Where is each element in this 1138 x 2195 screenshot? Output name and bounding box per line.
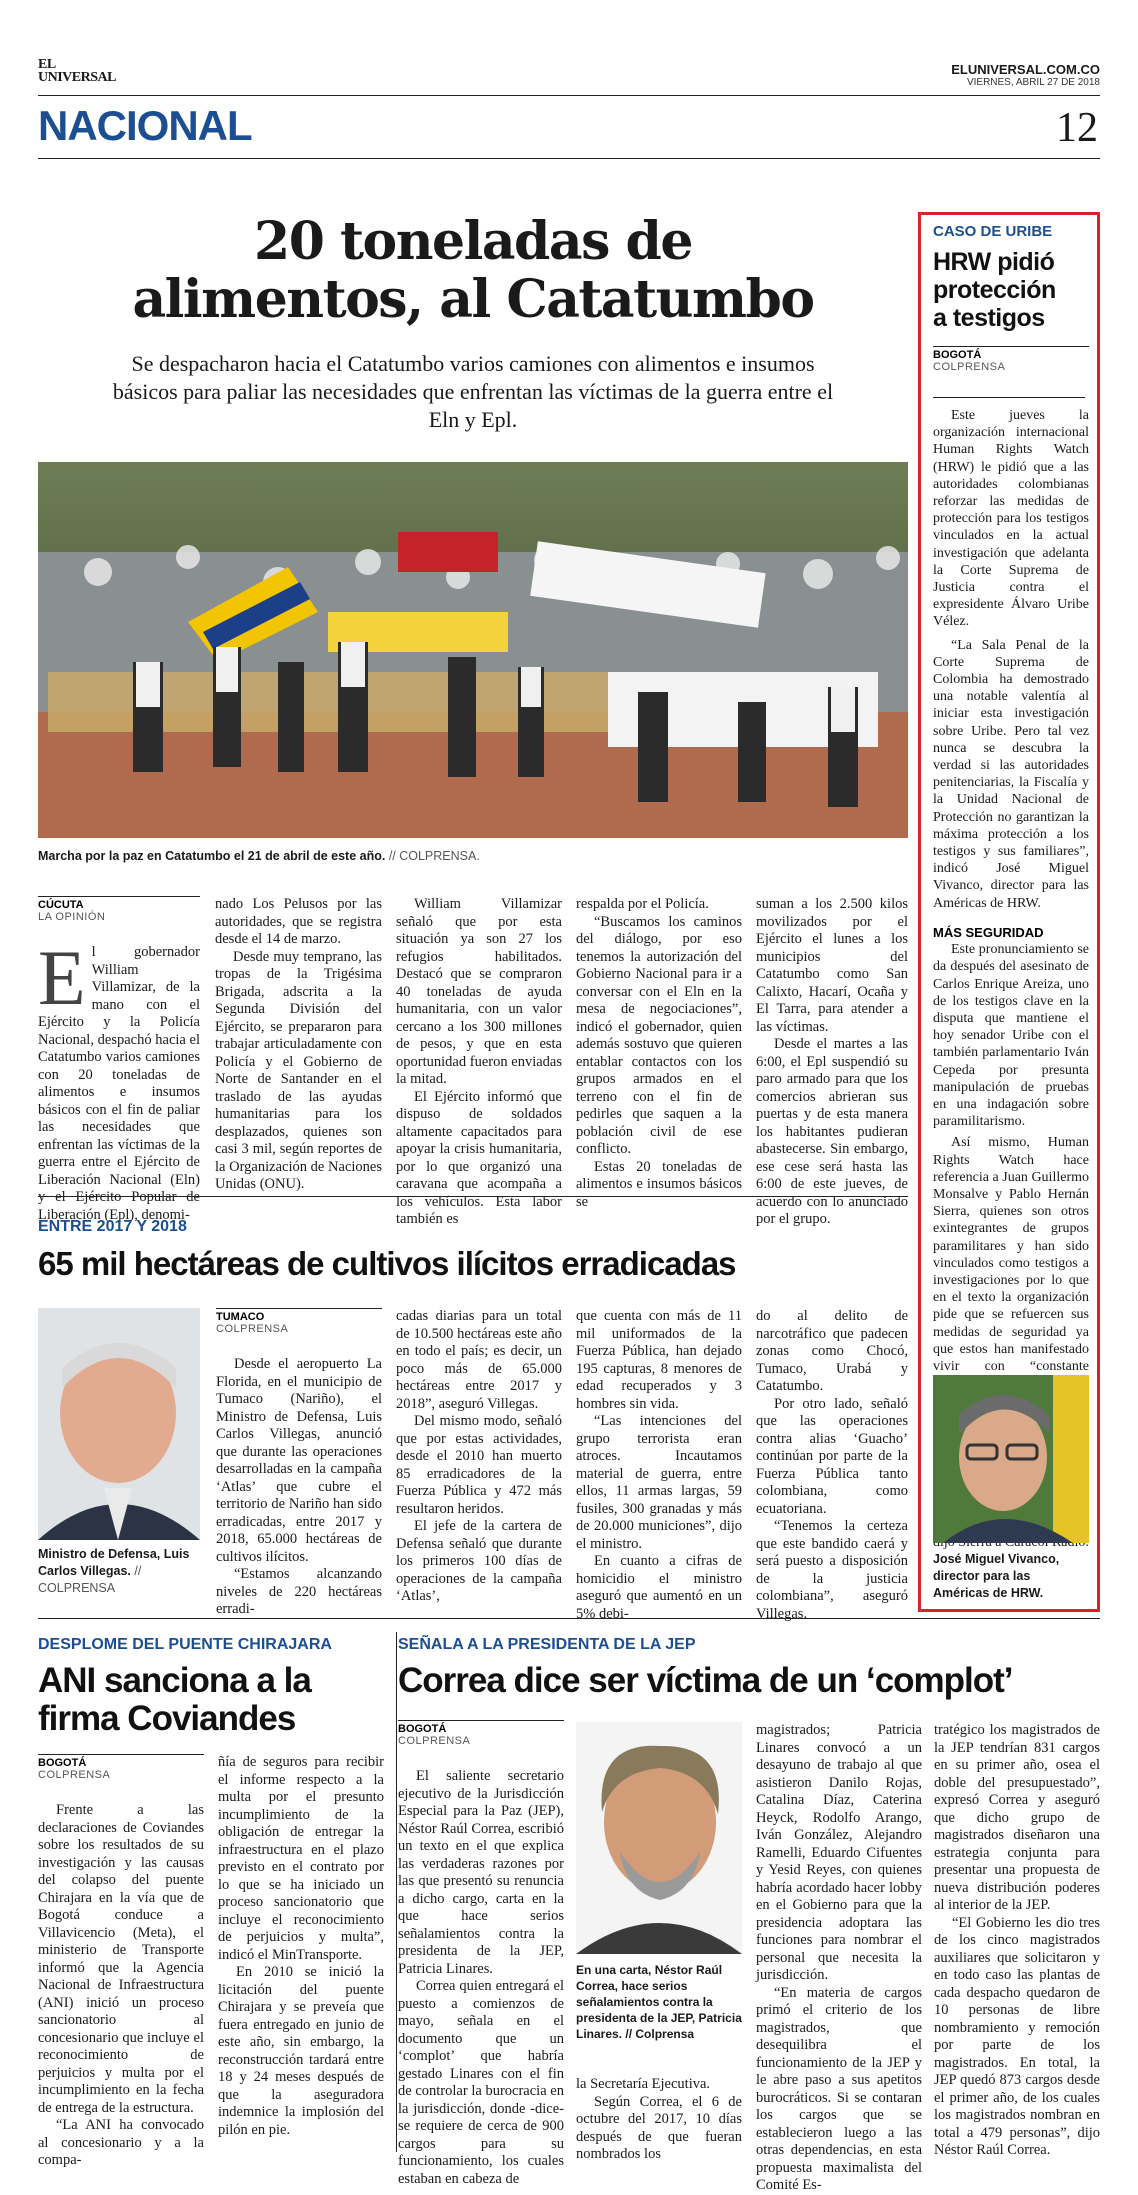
- jep-column-4: [934, 1722, 1100, 2158]
- jep-caption-credit: // Colprensa: [625, 2027, 695, 2041]
- bridge-col2-p1: ñía de seguros para recibir el informe respecto a la multa por el presunto incumplimiento de la obligación de entregar la infraestructura en el plazo previsto en el contrato por lo que se ha iniciado un proceso sancionatorio que incluye el reconocimiento de perjuicios y multa”, indicó el MinTransporte.: [218, 1754, 384, 1963]
- issue-date: VIERNES, ABRIL 27 DE 2018: [966, 77, 1100, 88]
- crops-col2-p3: El jefe de la cartera de Defensa señaló que durante los primeros 100 días de operaciones de la campaña ‘Atlas’,: [396, 1518, 562, 1604]
- bridge-kicker: DESPLOME DEL PUENTE CHIRAJARA: [38, 1636, 332, 1653]
- lead-place: CÚCUTA: [38, 899, 84, 911]
- jep-caption-text: En una carta, Néstor Raúl Correa, hace serios señalamientos contra la presidenta de la JEP, Patricia Linares.: [576, 1963, 742, 2041]
- correa-portrait-illustration: [576, 1722, 742, 1954]
- crops-column-4: [756, 1308, 908, 1622]
- website-url: ELUNIVERSAL.COM.CO: [951, 62, 1100, 77]
- sidebar-p3: Este pronunciamiento se da después del asesinato de Carlos Enrique Areiza, uno de los testigos clave en la disputa que mantiene el hoy senador Uribe con el también parlamentario Iván Cepeda por presunta manipulación de pruebas en una indagación sobre paramilitarismo.: [933, 942, 1089, 1130]
- lead-deck: Se despacharon hacia el Catatumbo varios camiones con alimentos e insumos básicos para paliar las necesidades que enfrentan las víctimas de la guerra entre el Eln y Epl.: [112, 351, 834, 432]
- masthead-logo: [38, 58, 116, 84]
- lead-col4-p3: Estas 20 toneladas de alimentos e insumos básicos se: [576, 1158, 742, 1210]
- jep-place: BOGOTÁ: [398, 1723, 447, 1735]
- jep-col2-p1: la Secretaría Ejecutiva.: [576, 2076, 711, 2092]
- bridge-col2-p2: En 2010 se inició la licitación del puente Chirajara y se preveía que fuera entregado en junio de este año, sin embargo, la reconstrucción tardará entre 18 y 24 meses después de que la aseguradora indemnice la implosión del pilón en pie.: [218, 1964, 384, 2138]
- jep-byline: [398, 1720, 564, 1747]
- jep-col4-p1: tratégico los magistrados de la JEP tendrían 831 cargos en su primer año, osea el doble del presupuestado”, expresó Correa y aseguró que dicho grupo de magistrados diseñaron una estrategia conjunta para presentar una propuesta de nueva distribución poderes al interior de la JEP.: [934, 1722, 1100, 1913]
- lead-column-2: [215, 896, 382, 1192]
- crops-column-3: [576, 1308, 742, 1622]
- bridge-column-2: [218, 1754, 384, 2146]
- bridge-agency: COLPRENSA: [38, 1769, 111, 1781]
- bridge-headline-line2: firma Coviandes: [38, 1699, 296, 1738]
- crops-col3-p1: que cuenta con más de 11 mil uniformados de la Fuerza Pública, han dejado 195 capturas, 8 menores de edad recuperados y 3 hombres sin vida.: [576, 1308, 742, 1412]
- crops-col4-p1: do al delito de narcotráfico que padecen zonas como Chocó, Tumaco, Urabá y Catatumbo.: [756, 1308, 908, 1394]
- crops-col1-p1: Desde el aeropuerto La Florida, en el municipio de Tumaco (Nariño), el Ministro de Defensa, Luis Carlos Villegas, anunció que durante las operaciones desarrolladas en la campaña ‘Atlas’ que cubre el territorio de Nariño han sido erradicadas, entre 2017 y 2018, 65.000 hectáreas de cultivos ilícitos.: [216, 1356, 382, 1565]
- lead-col3-p1: William Villamizar señaló que por esta situación ya son 27 los refugios habilitados. Destacó que se compraron 40 toneladas de ayuda humanitaria, con un valor cercano a los 300 millones de pesos, y que en esta oportunidad fueron enviadas la mitad.: [396, 896, 562, 1087]
- section-title: NACIONAL: [38, 102, 252, 149]
- crops-col1-p2: “Estamos alcanzando niveles de 220 hectáreas erradi-: [216, 1566, 382, 1617]
- lead-photo: [38, 462, 908, 838]
- jep-col1-p1: El saliente secretario ejecutivo de la Jurisdicción Especial para la Paz (JEP), Néstor Raúl Correa, escribió un texto en el que explica las verdaderas razones por las que presentó su renuncia a dicho cargo, carta en la que hace serios señalamientos contra la presidenta de la JEP, Patricia Linares.: [398, 1768, 564, 1977]
- crops-kicker: ENTRE 2017 Y 2018: [38, 1218, 187, 1235]
- bridge-headline: [38, 1662, 311, 1738]
- lead-col4-p2: “Buscamos los caminos del diálogo, por eso tenemos la autorización del Gobierno Nacional para ir a conversar con el Eln en la mesa de negociaciones”, indicó el gobernador, quien además sostuvo que quieren entablar contactos con los grupos armados en el terreno con el fin de pedirles que saquen a la población civil de ese conflicto.: [576, 913, 742, 1157]
- jep-column-2: [576, 2076, 742, 2162]
- sidebar-headline-line3: a testigos: [933, 304, 1045, 332]
- bridge-byline: [38, 1754, 204, 1781]
- sidebar-headline-line1: HRW pidió: [933, 248, 1055, 276]
- lead-col2-p1: nado Los Pelusos por las autoridades, que se registra desde el 14 de marzo.: [215, 896, 382, 947]
- crops-photo: [38, 1308, 200, 1540]
- sidebar-headline-line2: protección: [933, 276, 1056, 304]
- crops-agency: COLPRENSA: [216, 1323, 289, 1335]
- lead-bottom-rule: [38, 1196, 908, 1197]
- march-photo-illustration: [38, 462, 908, 838]
- lead-dropcap: E: [38, 934, 86, 1021]
- lead-col4-p1: respalda por el Policía.: [576, 896, 709, 912]
- jep-col4-p2: “El Gobierno les dio tres de los cinco magistrados auxiliares que solicitaron y en todo caso las plantas de cada despacho quedaron de 10 personas de libre nombramiento y remoción por parte de los magistrados. En total, la JEP quedó 873 cargos desde el primer año, de los cuales los magistrados nombran en total a 479 personas”, dijo Néstor Raúl Correa.: [934, 1914, 1100, 2158]
- bridge-col1-p1: Frente a las declaraciones de Coviandes sobre los resultados de su investigación y las causas del colapso del puente Chirajara en la vía que de Bogotá conduce a Villavicencio (Meta), el ministerio de Transporte informó que la Agencia Nacional de Infraestructura (ANI) inició un proceso sancionatorio al concesionario que incluye el reconocimiento de perjuicios y multa por el incumplimiento en la fecha de entrega de la estructura.: [38, 1802, 204, 2116]
- minister-portrait-illustration: [38, 1308, 200, 1540]
- masthead-line1: EL: [38, 57, 56, 72]
- lead-col1-text: l gobernador William Villamizar, de la mano con el Ejército y la Policía Nacional, despachó hacia el Catatumbo varios camiones con 20 toneladas de alimentos e insumos básicos con el fin de paliar las necesidades que enfrentan las víctimas de la guerra entre el Ejército de Liberación Nacional (Eln) y el Ejército Popular de Liberación (Epl), denomi-: [38, 944, 200, 1223]
- bridge-place: BOGOTÁ: [38, 1757, 87, 1769]
- crops-caption-credit: // COLPRENSA: [38, 1564, 142, 1595]
- portrait-illustration: [933, 1375, 1089, 1543]
- jep-photo-caption: [576, 1962, 742, 2042]
- lead-column-5: [756, 896, 908, 1227]
- sidebar-body: [933, 407, 1089, 1374]
- crops-place: TUMACO: [216, 1311, 265, 1323]
- bottom-section-rule: [38, 1618, 1100, 1619]
- lead-col2-p2: Desde muy temprano, las tropas de la Trigésima Brigada, adscrita a la Segunda División del Ejército, se prepararon para trabajar articuladamente con Policía y el Gobierno de Norte de Santander en el traslado de las ayudas humanitarias para los desplazados, quienes son casi 3 mil, según reportes de la Organización de Naciones Unidas (ONU).: [215, 948, 382, 1192]
- crops-col3-p2: “Las intenciones del grupo terrorista eran atroces. Incautamos material de guerra, entre ellos, 11 armas largas, 59 fusiles, 300 granadas y más de 20.000 municiones”, dijo el ministro.: [576, 1413, 742, 1552]
- bridge-headline-line1: ANI sanciona a la: [38, 1661, 311, 1700]
- lead-headline: [38, 213, 908, 329]
- sidebar-agency: COLPRENSA: [933, 361, 1006, 373]
- crops-byline: [216, 1308, 382, 1335]
- lead-photo-caption: [38, 848, 638, 865]
- jep-kicker: SEÑALA A LA PRESIDENTA DE LA JEP: [398, 1636, 696, 1653]
- bridge-col1-p2: “La ANI ha convocado al concesionario y a la compa-: [38, 2117, 204, 2168]
- sidebar-p2: “La Sala Penal de la Corte Suprema de Colombia ha demostrado una notable valentía al iniciar esta investigación sobre Uribe. Pero tal vez nunca se descubra la verdad si las autoridades penitenciarias, la Fiscalía y la Unidad Nacional de Protección no garantizan la máxima protección a los testigos y sus familiares”, indicó José Miguel Vivanco, director para las Américas de HRW.: [933, 637, 1089, 911]
- jep-column-3: [756, 1722, 922, 2193]
- lead-column-1: [38, 934, 200, 1223]
- sidebar-headline: [933, 248, 1089, 332]
- sidebar-box: [918, 212, 1100, 1612]
- jep-agency: COLPRENSA: [398, 1735, 471, 1747]
- lead-column-3: [396, 896, 562, 1227]
- jep-col2-p2: Según Correa, el 6 de octubre del 2017, 10 días después de que fueran nombrados los: [576, 2093, 742, 2162]
- crops-column-1: [216, 1356, 382, 1617]
- lead-headline-line1: 20 toneladas de: [254, 211, 692, 272]
- lead-column-4: [576, 896, 742, 1210]
- sidebar-subhead: MÁS SEGURIDAD: [933, 924, 1044, 940]
- lead-caption-credit: // COLPRENSA.: [388, 849, 480, 863]
- lead-caption-text: Marcha por la paz en Catatumbo el 21 de abril de este año.: [38, 849, 386, 863]
- lead-col3-p2: El Ejército informó que dispuso de soldados altamente capacitados para apoyar la crisis humanitaria, por lo que organizó una caravana que acompaña a los vehículos. Esta labor también es: [396, 1088, 562, 1227]
- lead-headline-line2: alimentos, al Catatumbo: [132, 269, 814, 330]
- sidebar-byline: [933, 346, 1089, 373]
- jep-column-1: [398, 1768, 564, 2187]
- header-rule: [38, 95, 1100, 96]
- jep-photo: [576, 1722, 742, 1954]
- lead-col5-p1: suman a los 2.500 kilos movilizados por el Ejército el lunes a los municipios del Catatumbo como San Calixto, Hacarí, Ocaña y El Tarra, para atender a las víctimas.: [756, 896, 908, 1035]
- sidebar-photo-caption: José Miguel Vivanco, director para las Américas de HRW.: [933, 1552, 1060, 1600]
- section-rule: [38, 158, 1100, 159]
- sidebar-rule: [933, 397, 1085, 398]
- crops-photo-caption: [38, 1546, 202, 1597]
- crops-col2-p1: cadas diarias para un total de 10.500 hectáreas este año en todo el país; es decir, un poco más de 65.000 hectáreas entre 2017 y 2018”, aseguró Villegas.: [396, 1308, 562, 1412]
- header-meta: [951, 62, 1100, 88]
- crops-headline: 65 mil hectáreas de cultivos ilícitos erradicadas: [38, 1245, 736, 1282]
- sidebar-p1: Este jueves la organización internacional Human Rights Watch (HRW) le pidió que a las autoridades colombianas reforzar las medidas de protección para los testigos vinculados en la actual investigación que adelanta la Corte Suprema de Justicia contra el expresidente Álvaro Uribe Vélez.: [933, 408, 1089, 630]
- lead-byline: [38, 896, 200, 923]
- crops-caption-text: Ministro de Defensa, Luis Carlos Villegas.: [38, 1547, 190, 1578]
- crops-col2-p2: Del mismo modo, señaló que por estas actividades, desde el 2010 han muerto 85 erradicadores de la Fuerza Pública y 472 más resultaron heridos.: [396, 1413, 562, 1517]
- lead-col5-p2: Desde el martes a las 6:00, el Epl suspendió su paro armado para que los comercios abrieran sus puertas y de esta manera los habitantes pudieran abastecerse. Sin embargo, ese cese será hasta las 6:00 de este jueves, de acuerdo con lo anunciado por el grupo.: [756, 1036, 908, 1227]
- jep-col3-p1: magistrados; Patricia Linares convocó a un desayuno de trabajo al que asistieron Danilo Rojas, Catalina Díaz, Caterina Heyck, Rodolfo Arango, Iván González, Alejandro Ramelli, Eduardo Cifuentes y Yesid Reyes, con quienes habría acordado hacer lobby en el Gobierno para que la presidencia adoptara las funciones para nombrar el personal que necesita la jurisdicción.: [756, 1722, 922, 1983]
- jep-col3-p2: “En materia de cargos primó el criterio de los magistrados, que desequilibra el funcionamiento de la JEP y le abre paso a sus apetitos burocráticos. Si se contaran los cargos que se establecieron luego a las otras dependencias, en esta propuesta maximalista del Comité Es-: [756, 1984, 922, 2193]
- crops-col4-p3: “Tenemos la certeza que este bandido caerá y será puesto a disposición de la justicia colombiana”, aseguró Villegas.: [756, 1518, 908, 1622]
- jep-headline: Correa dice ser víctima de un ‘complot’: [398, 1661, 1013, 1700]
- crops-col3-p3: En cuanto a cifras de homicidio el ministro aseguró que aumentó en un 5% debi-: [576, 1553, 742, 1622]
- sidebar-place: BOGOTÁ: [933, 349, 982, 361]
- page-number: 12: [1056, 105, 1098, 151]
- jep-col1-p2: Correa quien entregará el puesto a comienzos de mayo, señala en el documento que un ‘complot’ que habría gestado Linares con el fin de controlar la burocracia en la jurisdicción, donde -dice- se requiere de cerca de 900 cargos para su funcionamiento, los cuales estaban en cabeza de: [398, 1978, 564, 2187]
- masthead-line2: UNIVERSAL: [38, 70, 116, 85]
- crops-col4-p2: Por otro lado, señaló que las operaciones contra alias ‘Guacho’ continúan por parte de la Fuerza Pública tanto colombiana, como ecuatoriana.: [756, 1395, 908, 1517]
- bottom-column-divider: [396, 1632, 397, 2152]
- lead-agency: LA OPINIÓN: [38, 911, 106, 923]
- sidebar-kicker: CASO DE URIBE: [933, 223, 1053, 240]
- sidebar-p4: Así mismo, Human Rights Watch hace referencia a Juan Guillermo Monsalve y Pablo Hernán Sierra, quienes son otros exintegrantes de grupos paramilitares y han sido vinculados como testigos a investigaciones por lo que en el texto la organización pide que se refuercen sus medidas de seguridad ya que estos han manifestado vivir con “constante: [933, 1135, 1089, 1374]
- crops-column-2: [396, 1308, 562, 1604]
- bridge-column-1: [38, 1802, 204, 2168]
- sidebar-photo: [933, 1375, 1089, 1543]
